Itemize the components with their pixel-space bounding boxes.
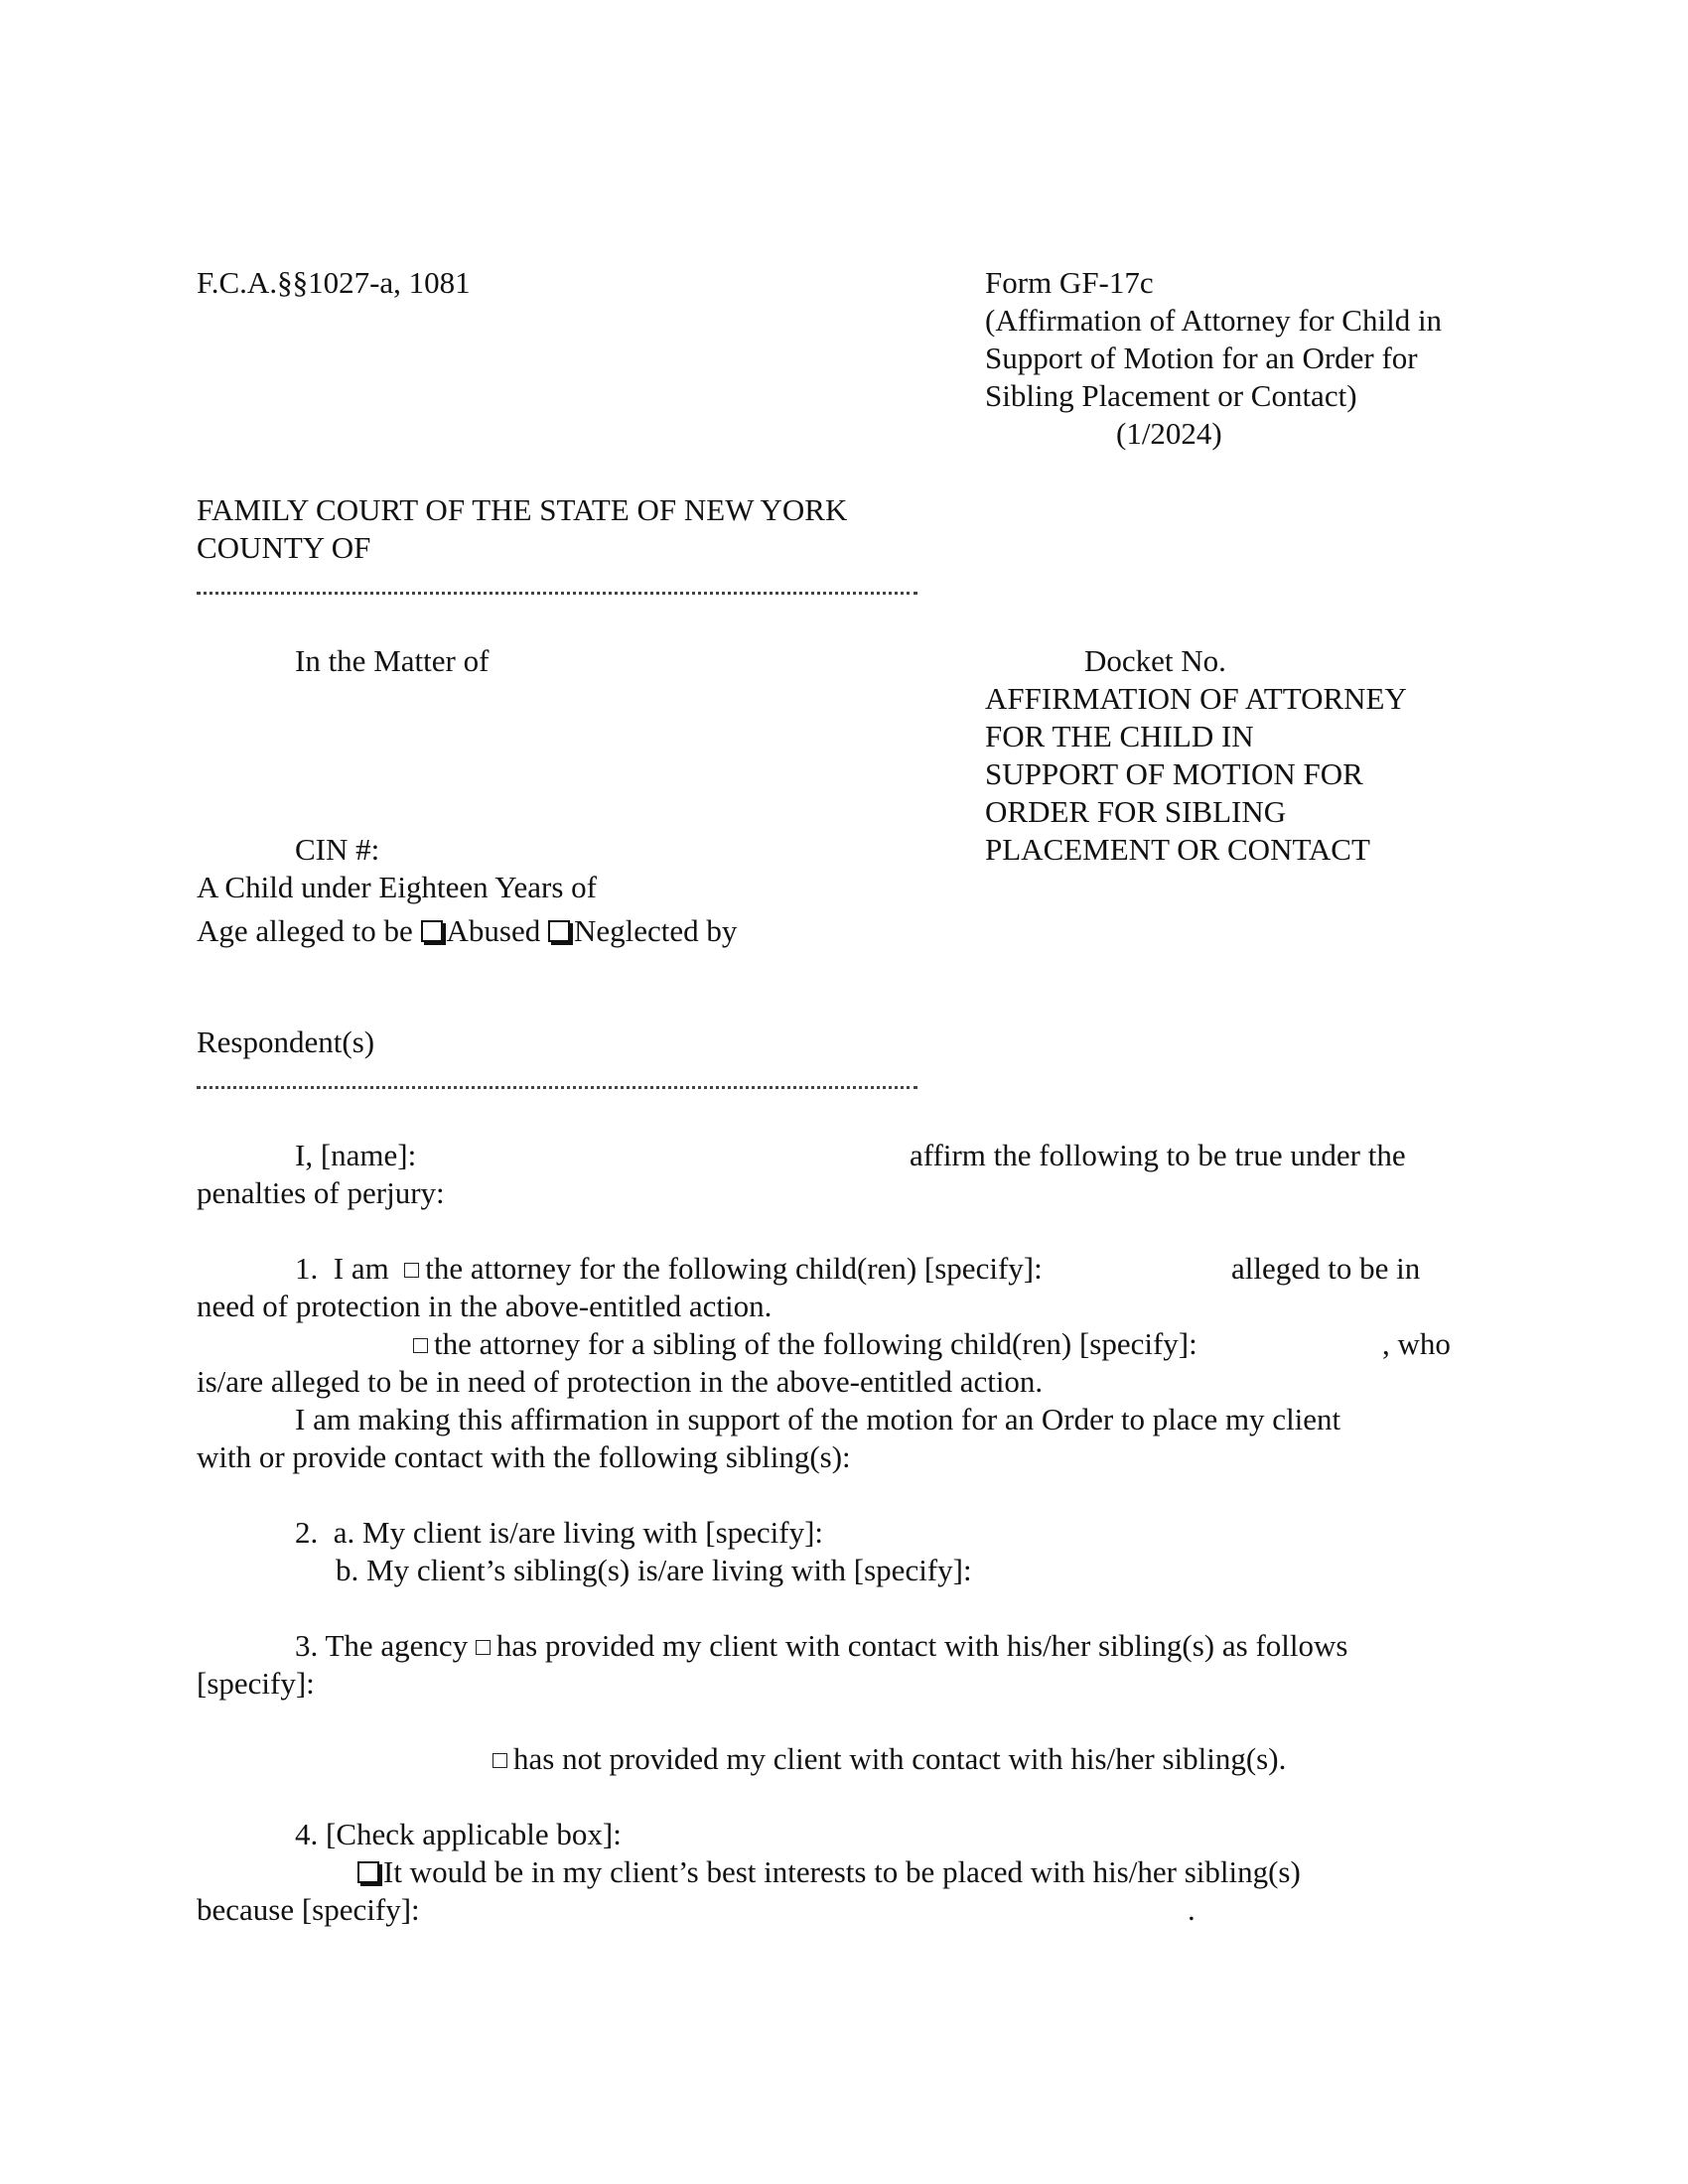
paragraph-1-line: need of protection in the above-entitled action. bbox=[197, 1289, 773, 1323]
form-description-line: Support of Motion for an Order for bbox=[985, 341, 1418, 375]
document-title-line: SUPPORT OF MOTION FOR bbox=[985, 756, 1363, 791]
dotted-separator bbox=[197, 592, 917, 597]
agency-has-provided-label: has provided my client with contact with his/her sibling(s) as follows bbox=[495, 1628, 1348, 1663]
paragraph-1-line: I am making this affirmation in support of the motion for an Order to place my client bbox=[295, 1402, 1341, 1436]
attorney-for-sibling-checkbox[interactable] bbox=[413, 1338, 428, 1353]
best-interests-checkbox[interactable] bbox=[357, 1861, 379, 1883]
paragraph-2a: 2. a. My client is/are living with [specify]: bbox=[295, 1515, 824, 1550]
document-title-line: FOR THE CHILD IN bbox=[985, 719, 1254, 753]
paragraph-1-line bbox=[413, 1325, 1197, 1363]
agency-has-not-provided-label: has not provided my client with contact with his/her sibling(s). bbox=[513, 1741, 1287, 1776]
statute-citation: F.C.A.§§1027-a, 1081 bbox=[197, 265, 471, 300]
paragraph-1-prefix: 1. I am bbox=[295, 1251, 397, 1286]
paragraph-1-line: is/are alleged to be in need of protection in the above-entitled action. bbox=[197, 1364, 1044, 1399]
document-title-line: AFFIRMATION OF ATTORNEY bbox=[985, 681, 1407, 716]
court-name: FAMILY COURT OF THE STATE OF NEW YORK bbox=[197, 492, 848, 527]
alleged-text: alleged to be in bbox=[1231, 1251, 1421, 1286]
cin-label: CIN #: bbox=[295, 832, 380, 867]
paragraph-4-option bbox=[357, 1853, 1301, 1891]
attorney-for-child-label: the attorney for the following child(ren) [specify]: bbox=[425, 1251, 1043, 1286]
form-description-line: Sibling Placement or Contact) bbox=[985, 378, 1357, 413]
document-title-line: PLACEMENT OR CONTACT bbox=[985, 832, 1370, 867]
affiant-name-label: I, [name]: bbox=[295, 1138, 417, 1172]
form-number: Form GF-17c bbox=[985, 265, 1154, 300]
abused-checkbox[interactable] bbox=[421, 920, 443, 942]
respondent-label: Respondent(s) bbox=[197, 1024, 375, 1059]
form-date: (1/2024) bbox=[1116, 416, 1222, 451]
paragraph-2b: b. My client’s sibling(s) is/are living with [specify]: bbox=[336, 1553, 972, 1587]
paragraph-3-line bbox=[295, 1627, 1347, 1665]
age-alleged-label: Age alleged to be bbox=[197, 913, 421, 948]
in-the-matter-label: In the Matter of bbox=[295, 643, 490, 678]
neglected-label: Neglected by bbox=[574, 913, 738, 948]
child-description: A Child under Eighteen Years of bbox=[197, 870, 597, 904]
paragraph-1-line: with or provide contact with the following sibling(s): bbox=[197, 1439, 851, 1474]
paragraph-1-line bbox=[295, 1250, 1043, 1288]
because-label: because [specify]: bbox=[197, 1892, 420, 1927]
specify-label: [specify]: bbox=[197, 1666, 315, 1701]
dotted-separator bbox=[197, 1086, 917, 1091]
paragraph-3-prefix: 3. The agency bbox=[295, 1628, 476, 1663]
neglected-checkbox[interactable] bbox=[548, 920, 570, 942]
agency-has-not-provided-checkbox[interactable] bbox=[492, 1753, 507, 1768]
paragraph-3-line bbox=[492, 1740, 1286, 1778]
abused-label: Abused bbox=[446, 913, 541, 948]
docket-label: Docket No. bbox=[1084, 643, 1226, 678]
county-label: COUNTY OF bbox=[197, 530, 371, 565]
form-description-line: (Affirmation of Attorney for Child in bbox=[985, 303, 1443, 338]
document-title-line: ORDER FOR SIBLING bbox=[985, 794, 1287, 829]
attorney-for-child-checkbox[interactable] bbox=[404, 1263, 419, 1278]
attorney-for-sibling-label: the attorney for a sibling of the following child(ren) [specify]: bbox=[434, 1326, 1197, 1361]
best-interests-label: It would be in my client’s best interests to be placed with his/her sibling(s) bbox=[383, 1854, 1301, 1889]
who-text: , who bbox=[1382, 1326, 1451, 1361]
penalties-text: penalties of perjury: bbox=[197, 1175, 445, 1210]
agency-has-provided-checkbox[interactable] bbox=[476, 1640, 491, 1655]
affirm-text: affirm the following to be true under the bbox=[910, 1138, 1406, 1172]
period: . bbox=[1188, 1892, 1196, 1927]
abuse-neglect-line bbox=[197, 912, 737, 950]
paragraph-4: 4. [Check applicable box]: bbox=[295, 1817, 622, 1851]
